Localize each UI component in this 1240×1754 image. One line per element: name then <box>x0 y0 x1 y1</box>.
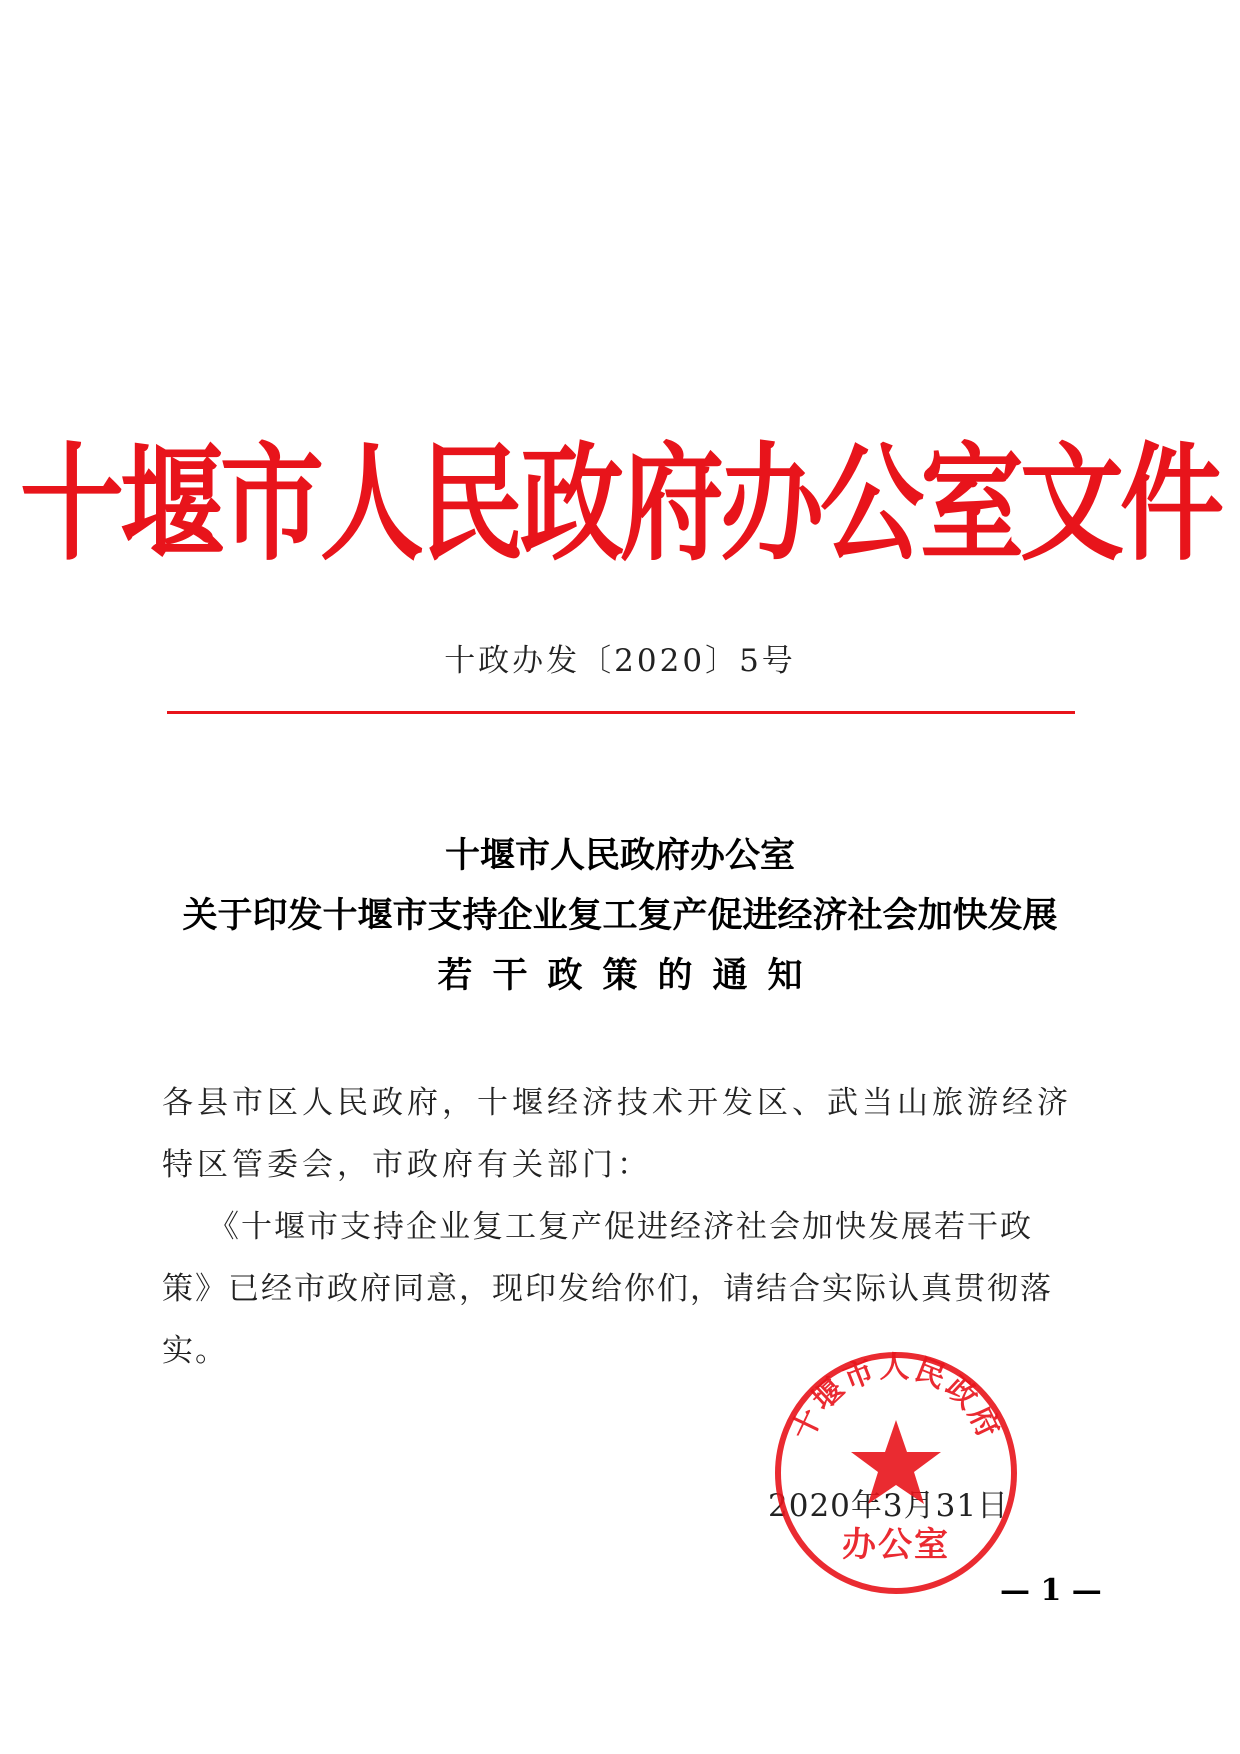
seal-center-text: 办公室 <box>842 1525 950 1565</box>
document-header-title: 十堰市人民政府办公室文件 <box>19 429 1220 579</box>
document-subject <box>0 826 1240 1006</box>
subject-line-2: 关于印发十堰市支持企业复工复产促进经济社会加快发展 <box>182 895 1058 936</box>
subject-line-1: 十堰市人民政府办公室 <box>444 835 795 876</box>
seal-star-icon <box>851 1420 941 1504</box>
red-divider <box>167 711 1075 714</box>
issue-date: 2020年3月31日 <box>768 1488 1010 1524</box>
page-number: — 1 — <box>1000 1573 1102 1608</box>
document-body <box>162 1072 1082 1382</box>
seal-ring-text: 十堰市人民政府 <box>785 1350 1007 1446</box>
document-number: 十政办发〔2020〕5号 <box>444 643 796 679</box>
body-paragraph: 《十堰市支持企业复工复产促进经济社会加快发展若干政策》已经市政府同意，现印发给你们，请结合实际认真贯彻落实。 <box>162 1209 1053 1369</box>
official-seal <box>771 1348 1021 1598</box>
addressee: 各县市区人民政府，十堰经济技术开发区、武当山旅游经济特区管委会，市政府有关部门： <box>162 1085 1072 1183</box>
subject-line-3: 若干政策的通知 <box>437 955 823 996</box>
